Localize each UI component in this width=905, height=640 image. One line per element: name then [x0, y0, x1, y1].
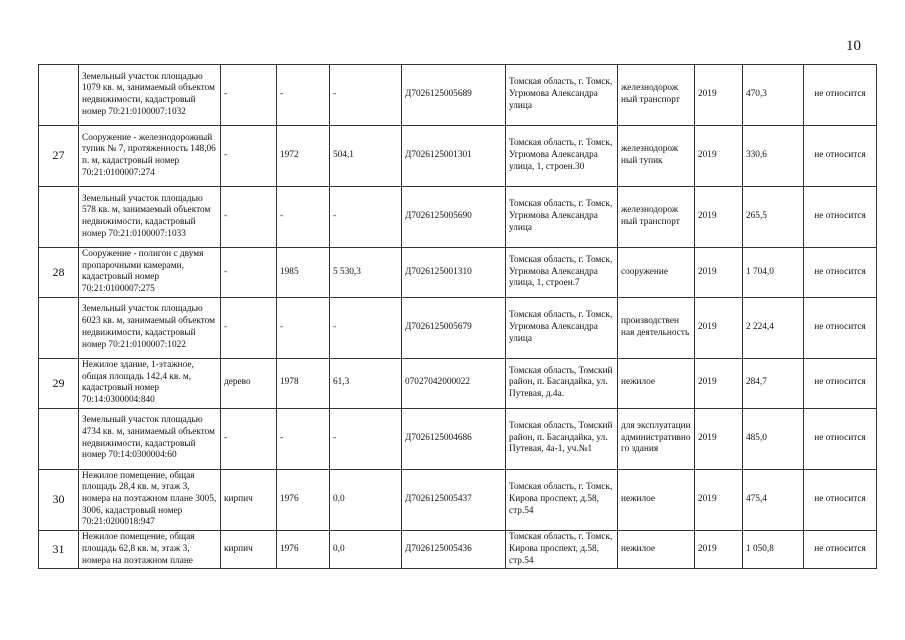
table-row	[39, 126, 877, 187]
object-size: 0,0	[330, 531, 402, 569]
object-purpose: производствен ная деятельность	[618, 297, 695, 358]
object-description: Земельный участок площадью 4734 кв. м, занимаемый объектом недвижимости, кадастровый номер 70:14:0300004:60	[79, 408, 221, 469]
year-built: -	[277, 187, 330, 248]
table-row	[39, 187, 877, 248]
registry-id: Д7026125005437	[402, 469, 506, 531]
row-number: 31	[39, 531, 79, 569]
object-address: Томская область, г. Томск, Угрюмова Александра улица, 1, строен.7	[506, 248, 618, 298]
row-number	[39, 297, 79, 358]
year-built: 1976	[277, 531, 330, 569]
object-description: Сооружение - полигон с двумя пропарочными камерами, кадастровый номер 70:21:0100007:275	[79, 248, 221, 298]
wall-material: -	[221, 187, 277, 248]
object-size: 5 530,3	[330, 248, 402, 298]
object-value: 1 050,8	[743, 531, 804, 569]
note-cell: не относится	[804, 469, 877, 531]
year-built: 1978	[277, 358, 330, 408]
wall-material: -	[221, 408, 277, 469]
object-description: Нежилое здание, 1-этажное, общая площадь 142,4 кв. м, кадастровый номер 70:14:0300004:840	[79, 358, 221, 408]
object-value: 284,7	[743, 358, 804, 408]
object-purpose: сооружение	[618, 248, 695, 298]
note-cell: не относится	[804, 187, 877, 248]
object-address: Томская область, Томский район, п. Басандайка, ул. Путевая, д.4а.	[506, 358, 618, 408]
wall-material: -	[221, 65, 277, 126]
object-purpose: нежилое	[618, 531, 695, 569]
object-value: 475,4	[743, 469, 804, 531]
wall-material: -	[221, 126, 277, 187]
table-row	[39, 531, 877, 569]
object-description: Сооружение - железнодорожный тупик № 7, протяженность 148,06 п. м, кадастровый номер 70:21:0100007:274	[79, 126, 221, 187]
registry-body	[39, 65, 877, 569]
object-value: 485,0	[743, 408, 804, 469]
year-built: 1976	[277, 469, 330, 531]
object-address: Томская область, г. Томск, Угрюмова Александра улица	[506, 187, 618, 248]
wall-material: -	[221, 248, 277, 298]
row-number: 28	[39, 248, 79, 298]
object-size: -	[330, 408, 402, 469]
registry-id: Д7026125005690	[402, 187, 506, 248]
valuation-year: 2019	[695, 531, 743, 569]
registry-id: Д7026125004686	[402, 408, 506, 469]
wall-material: -	[221, 297, 277, 358]
registry-id: Д7026125001301	[402, 126, 506, 187]
object-purpose: нежилое	[618, 358, 695, 408]
registry-id: 07027042000022	[402, 358, 506, 408]
table-row	[39, 469, 877, 531]
registry-id: Д7026125005679	[402, 297, 506, 358]
registry-id: Д7026125001310	[402, 248, 506, 298]
object-value: 2 224,4	[743, 297, 804, 358]
note-cell: не относится	[804, 531, 877, 569]
row-number: 29	[39, 358, 79, 408]
year-built: -	[277, 297, 330, 358]
object-purpose: для эксплуатации административного здания	[618, 408, 695, 469]
row-number	[39, 187, 79, 248]
valuation-year: 2019	[695, 248, 743, 298]
registry-id: Д7026125005689	[402, 65, 506, 126]
object-description: Земельный участок площадью 1079 кв. м, занимаемый объектом недвижимости, кадастровый номер 70:21:0100007:1032	[79, 65, 221, 126]
property-registry-table	[38, 64, 877, 569]
table-row	[39, 358, 877, 408]
year-built: 1972	[277, 126, 330, 187]
object-address: Томская область, Томский район, п. Басандайка, ул. Путевая, 4а-1, уч.№1	[506, 408, 618, 469]
object-value: 470,3	[743, 65, 804, 126]
valuation-year: 2019	[695, 469, 743, 531]
note-cell: не относится	[804, 65, 877, 126]
row-number	[39, 65, 79, 126]
valuation-year: 2019	[695, 126, 743, 187]
note-cell: не относится	[804, 408, 877, 469]
object-address: Томская область, г. Томск, Угрюмова Александра улица, 1, строен.30	[506, 126, 618, 187]
wall-material: дерево	[221, 358, 277, 408]
object-address: Томская область, г. Томск, Кирова проспект, д.58, стр.54	[506, 469, 618, 531]
table-row	[39, 297, 877, 358]
table-row	[39, 248, 877, 298]
valuation-year: 2019	[695, 408, 743, 469]
object-size: 504,1	[330, 126, 402, 187]
row-number: 27	[39, 126, 79, 187]
object-value: 1 704,0	[743, 248, 804, 298]
object-address: Томская область, г. Томск, Угрюмова Александра улица	[506, 297, 618, 358]
object-address: Томская область, г. Томск, Угрюмова Александра улица	[506, 65, 618, 126]
valuation-year: 2019	[695, 65, 743, 126]
note-cell: не относится	[804, 358, 877, 408]
object-description: Нежилое помещение, общая площадь 62,8 кв. м, этаж 3, номера на поэтажном плане	[79, 531, 221, 569]
object-purpose: железнодорож ный транспорт	[618, 187, 695, 248]
valuation-year: 2019	[695, 297, 743, 358]
row-number: 30	[39, 469, 79, 531]
object-size: -	[330, 65, 402, 126]
object-purpose: железнодорож ный транспорт	[618, 65, 695, 126]
note-cell: не относится	[804, 297, 877, 358]
year-built: -	[277, 65, 330, 126]
valuation-year: 2019	[695, 187, 743, 248]
note-cell: не относится	[804, 248, 877, 298]
row-number	[39, 408, 79, 469]
object-description: Земельный участок площадью 578 кв. м, занимаемый объектом недвижимости, кадастровый номер 70:21:0100007:1033	[79, 187, 221, 248]
object-size: -	[330, 187, 402, 248]
object-size: 61,3	[330, 358, 402, 408]
registry-id: Д7026125005436	[402, 531, 506, 569]
table-row	[39, 408, 877, 469]
object-description: Земельный участок площадью 6023 кв. м, занимаемый объектом недвижимости, кадастровый номер 70:21:0100007:1022	[79, 297, 221, 358]
object-value: 265,5	[743, 187, 804, 248]
object-size: -	[330, 297, 402, 358]
object-purpose: нежилое	[618, 469, 695, 531]
object-value: 330,6	[743, 126, 804, 187]
wall-material: кирпич	[221, 469, 277, 531]
note-cell: не относится	[804, 126, 877, 187]
object-purpose: железнодорож ный тупик	[618, 126, 695, 187]
year-built: 1985	[277, 248, 330, 298]
table-row	[39, 65, 877, 126]
object-description: Нежилое помещение, общая площадь 28,4 кв. м, этаж 3, номера на поэтажном плане 3005, 3006, кадастровый номер 70:21:0200018:947	[79, 469, 221, 531]
year-built: -	[277, 408, 330, 469]
wall-material: кирпич	[221, 531, 277, 569]
page-number: 10	[846, 38, 861, 54]
object-address: Томская область, г. Томск, Кирова проспект, д.58, стр.54	[506, 531, 618, 569]
object-size: 0,0	[330, 469, 402, 531]
valuation-year: 2019	[695, 358, 743, 408]
